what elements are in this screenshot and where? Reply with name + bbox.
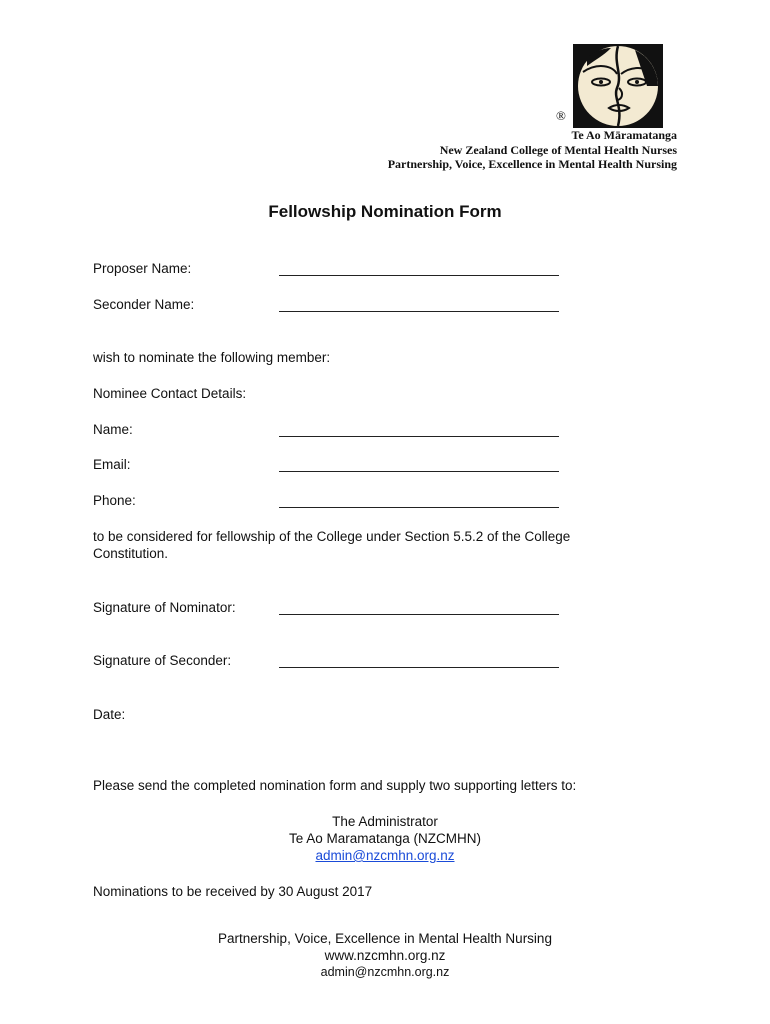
nominee-phone-label: Phone: bbox=[93, 493, 136, 508]
admin-org: Te Ao Maramatanga (NZCMHN) bbox=[288, 831, 482, 846]
org-name-english: New Zealand College of Mental Health Nurses bbox=[439, 142, 677, 157]
considered-text-line1: to be considered for fellowship of the College under Section 5.5.2 of the College bbox=[93, 529, 571, 544]
nominee-name-label: Name: bbox=[93, 422, 133, 437]
org-name-maori: Te Ao Māramatanga bbox=[571, 128, 677, 142]
proposer-name-label: Proposer Name: bbox=[93, 261, 192, 276]
nominator-signature-label: Signature of Nominator: bbox=[93, 600, 236, 615]
seconder-name-label: Seconder Name: bbox=[93, 297, 195, 312]
nominator-signature-field[interactable] bbox=[279, 614, 559, 615]
seconder-signature-label: Signature of Seconder: bbox=[93, 653, 232, 668]
send-instruction: Please send the completed nomination form and supply two supporting letters to: bbox=[93, 778, 577, 793]
footer-email: admin@nzcmhn.org.nz bbox=[320, 965, 450, 979]
page-title: Fellowship Nomination Form bbox=[268, 202, 502, 221]
nominee-phone-field[interactable] bbox=[279, 507, 559, 508]
footer-website: www.nzcmhn.org.nz bbox=[324, 948, 446, 963]
wish-text: wish to nominate the following member: bbox=[93, 350, 331, 365]
org-header bbox=[388, 128, 677, 172]
nominee-heading: Nominee Contact Details: bbox=[93, 386, 247, 401]
registered-mark: ® bbox=[556, 108, 566, 123]
admin-address-block bbox=[0, 813, 770, 864]
considered-text-line2: Constitution. bbox=[93, 546, 169, 561]
admin-email-link[interactable]: admin@nzcmhn.org.nz bbox=[315, 848, 455, 863]
proposer-name-field[interactable] bbox=[279, 275, 559, 276]
nzcmhn-face-logo-icon bbox=[573, 44, 663, 128]
seconder-signature-field[interactable] bbox=[279, 667, 559, 668]
deadline-text: Nominations to be received by 30 August 2017 bbox=[93, 884, 373, 899]
date-label: Date: bbox=[93, 707, 126, 722]
nominee-name-field[interactable] bbox=[279, 436, 559, 437]
nominee-email-field[interactable] bbox=[279, 471, 559, 472]
nominee-email-label: Email: bbox=[93, 457, 131, 472]
footer-tagline: Partnership, Voice, Excellence in Mental Health Nursing bbox=[218, 931, 552, 946]
seconder-name-field[interactable] bbox=[279, 311, 559, 312]
org-tagline: Partnership, Voice, Excellence in Mental Health Nursing bbox=[387, 157, 677, 171]
footer bbox=[0, 930, 770, 981]
admin-title: The Administrator bbox=[332, 814, 438, 829]
